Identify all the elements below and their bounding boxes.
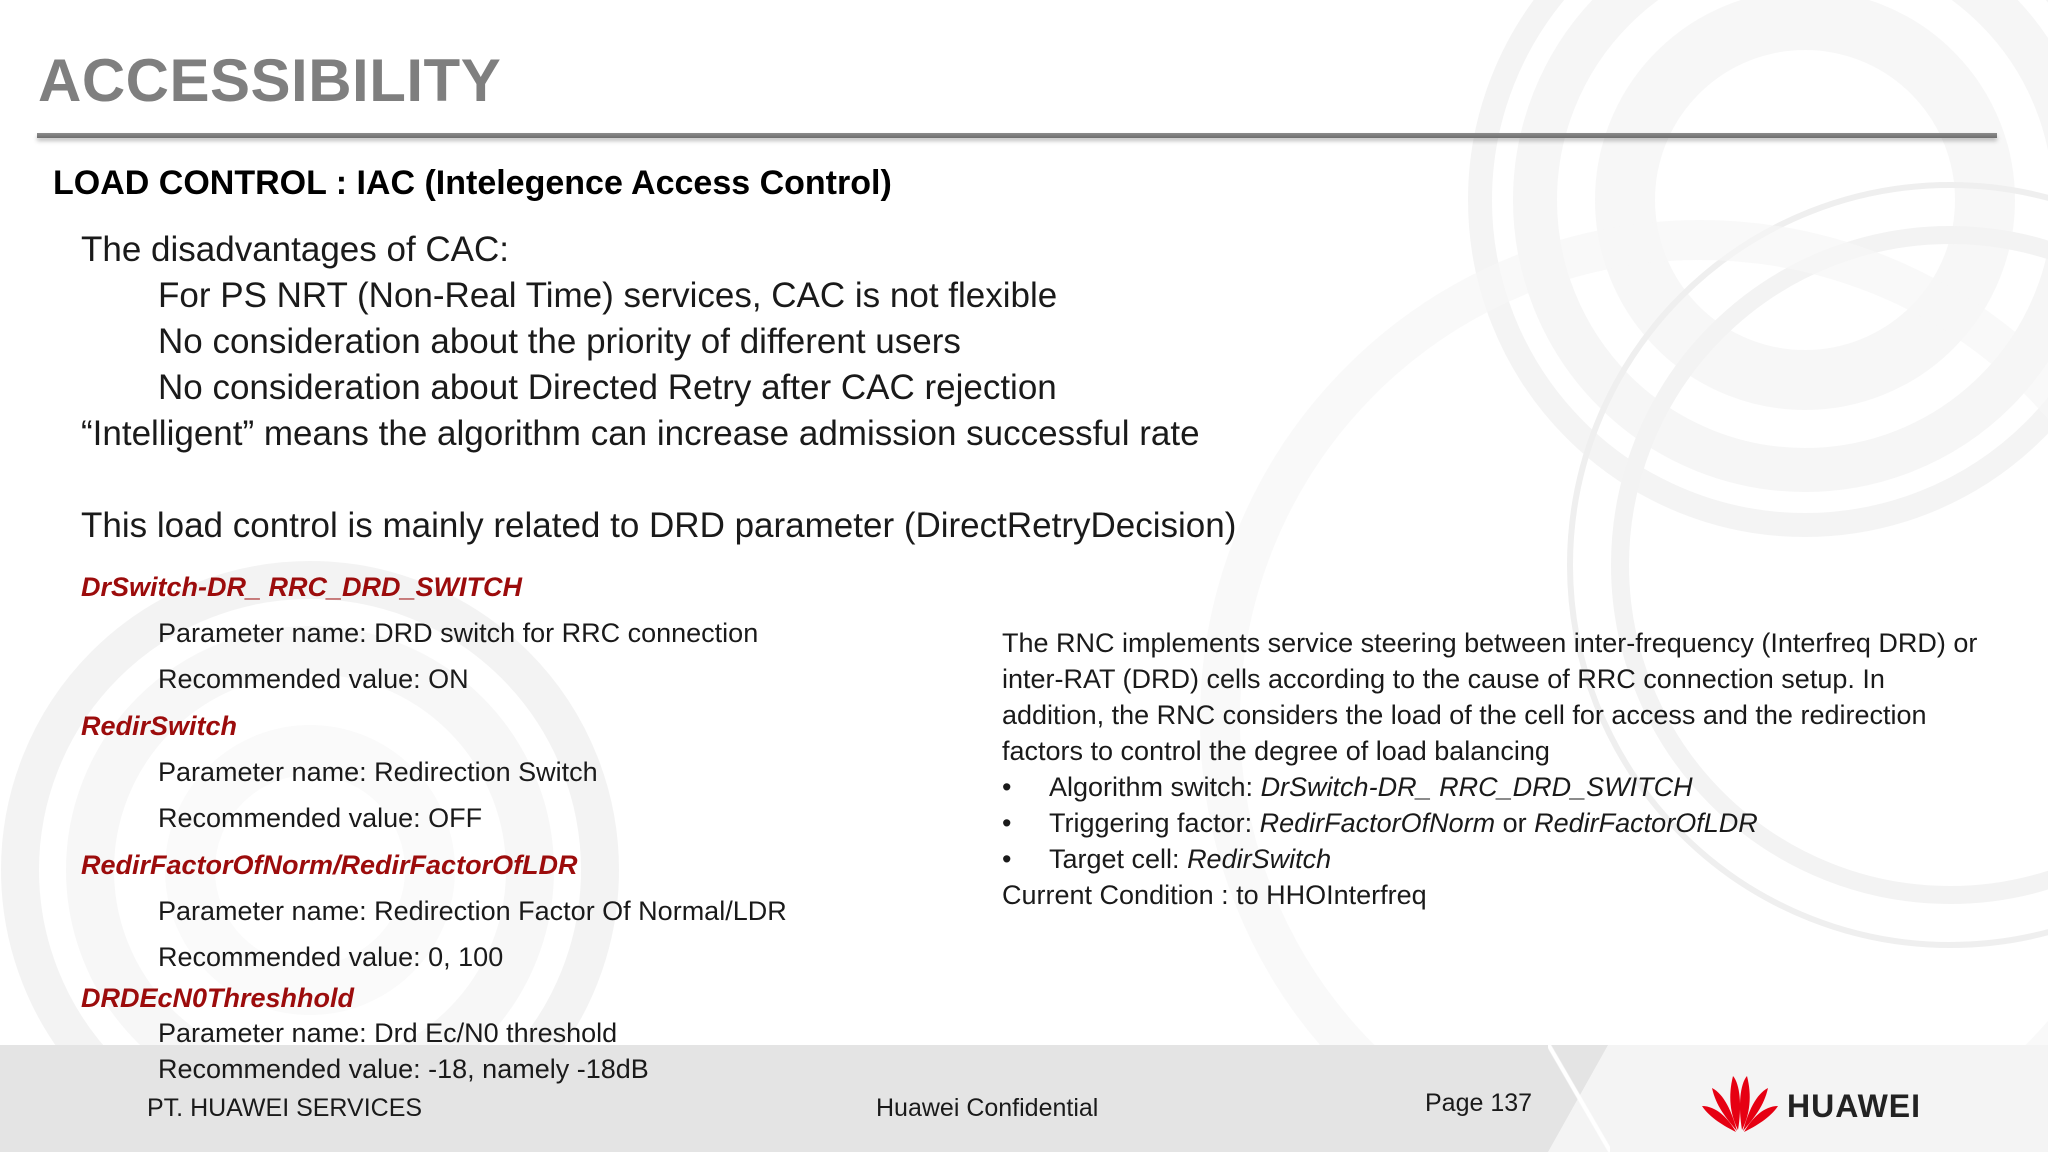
page-number: Page 137 — [1425, 1089, 1533, 1117]
drd-description — [1002, 625, 1982, 913]
parameter-recommended: Recommended value: -18, namely -18dB — [158, 1054, 649, 1084]
bullet-icon: • — [1002, 844, 1012, 874]
parameter-detail: Parameter name: Drd Ec/N0 threshold — [158, 1018, 618, 1048]
footer-company: PT. HUAWEI SERVICES — [147, 1094, 423, 1122]
body-line: No consideration about the priority of different users — [158, 322, 961, 361]
title-underline — [37, 133, 1997, 138]
body-line: The disadvantages of CAC: — [81, 230, 510, 269]
parameter-detail: Parameter name: Redirection Switch — [158, 757, 598, 787]
parameter-recommended: Recommended value: OFF — [158, 803, 483, 833]
footer-divider — [1548, 1045, 1610, 1152]
slide-title: ACCESSIBILITY — [38, 47, 502, 114]
body-line: For PS NRT (Non-Real Time) services, CAC is not flexible — [158, 276, 1058, 315]
description-bullets — [1002, 769, 1982, 877]
parameter-name: RedirFactorOfNorm/RedirFactorOfLDR — [81, 850, 578, 880]
bullet-icon: • — [1002, 772, 1012, 802]
footer-confidential: Huawei Confidential — [876, 1094, 1099, 1122]
body-line: No consideration about Directed Retry after CAC rejection — [158, 368, 1057, 407]
parameter-name: RedirSwitch — [81, 711, 238, 741]
parameter-name: DrSwitch-DR_ RRC_DRD_SWITCH — [81, 572, 523, 602]
current-condition: Current Condition : to HHOInterfreq — [1002, 880, 1427, 910]
huawei-flower-logo-icon — [1700, 1068, 1780, 1134]
parameter-recommended: Recommended value: ON — [158, 664, 469, 694]
section-heading: LOAD CONTROL : IAC (Intelegence Access Control) — [53, 164, 892, 202]
parameter-detail: Parameter name: DRD switch for RRC connection — [158, 618, 759, 648]
body-line: This load control is mainly related to DRD parameter (DirectRetryDecision) — [81, 506, 1237, 545]
list-item: • Target cell: RedirSwitch — [1002, 841, 1982, 877]
parameter-detail: Parameter name: Redirection Factor Of Normal/LDR — [158, 896, 787, 926]
huawei-wordmark: HUAWEI — [1787, 1088, 1921, 1124]
description-paragraph: The RNC implements service steering between inter-frequency (Interfreq DRD) or inter-RAT (DRD) cells according to the cause of RRC connection setup. In addition, the RNC considers the load of the cell for access and the redirection factors to control the degree of load balancing — [1002, 628, 1978, 766]
parameter-name: DRDEcN0Threshhold — [81, 983, 355, 1013]
list-item: • Algorithm switch: DrSwitch-DR_ RRC_DRD_SWITCH — [1002, 769, 1982, 805]
parameter-recommended: Recommended value: 0, 100 — [158, 942, 504, 972]
bullet-icon: • — [1002, 808, 1012, 838]
body-line: “Intelligent” means the algorithm can increase admission successful rate — [81, 414, 1200, 453]
list-item: • Triggering factor: RedirFactorOfNorm or RedirFactorOfLDR — [1002, 805, 1982, 841]
